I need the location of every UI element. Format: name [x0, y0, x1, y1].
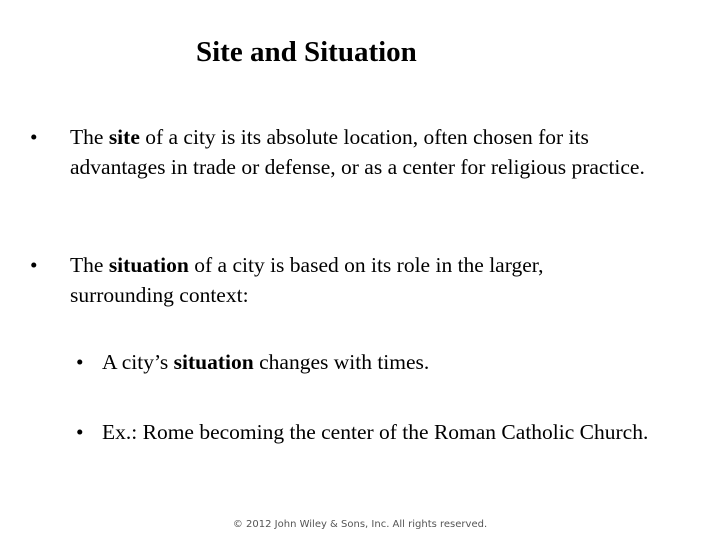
sub-bullet-text — [76, 347, 676, 377]
bullet-marker: • — [30, 125, 38, 149]
bullet-bold-term: situation — [108, 253, 189, 277]
sub-bullet-text: Ex.: Rome becoming the center of the Roman Catholic Church. — [102, 420, 649, 444]
bullet-text — [30, 122, 650, 182]
sub-bullet-changes — [76, 347, 676, 377]
bullet-bold-term: site — [108, 125, 140, 149]
sub-bullet-example — [76, 417, 676, 447]
sub-bullet-text-pre: A city’s — [102, 350, 174, 374]
bullet-text-post: of a city is its absolute location, often chosen for its advantages in trade or defense, or as a center for religious practice. — [70, 125, 645, 179]
bullet-marker: • — [30, 253, 38, 277]
copyright-footer: © 2012 John Wiley & Sons, Inc. All rights reserved. — [232, 519, 488, 530]
slide-title: Site and Situation — [196, 36, 417, 68]
bullet-text-post: of a city is based on its role in the larger, surrounding context: — [70, 253, 544, 307]
bullet-situation — [30, 250, 650, 310]
sub-bullet-marker: • — [76, 420, 84, 444]
bullet-site — [30, 122, 650, 182]
bullet-text-pre: The — [70, 125, 109, 149]
sub-bullet-text-post: changes with times. — [253, 350, 430, 374]
sub-bullet-marker: • — [76, 350, 84, 374]
sub-bullet-bold-term: situation — [173, 350, 254, 374]
bullet-text — [30, 250, 650, 310]
bullet-text-pre: The — [70, 253, 109, 277]
